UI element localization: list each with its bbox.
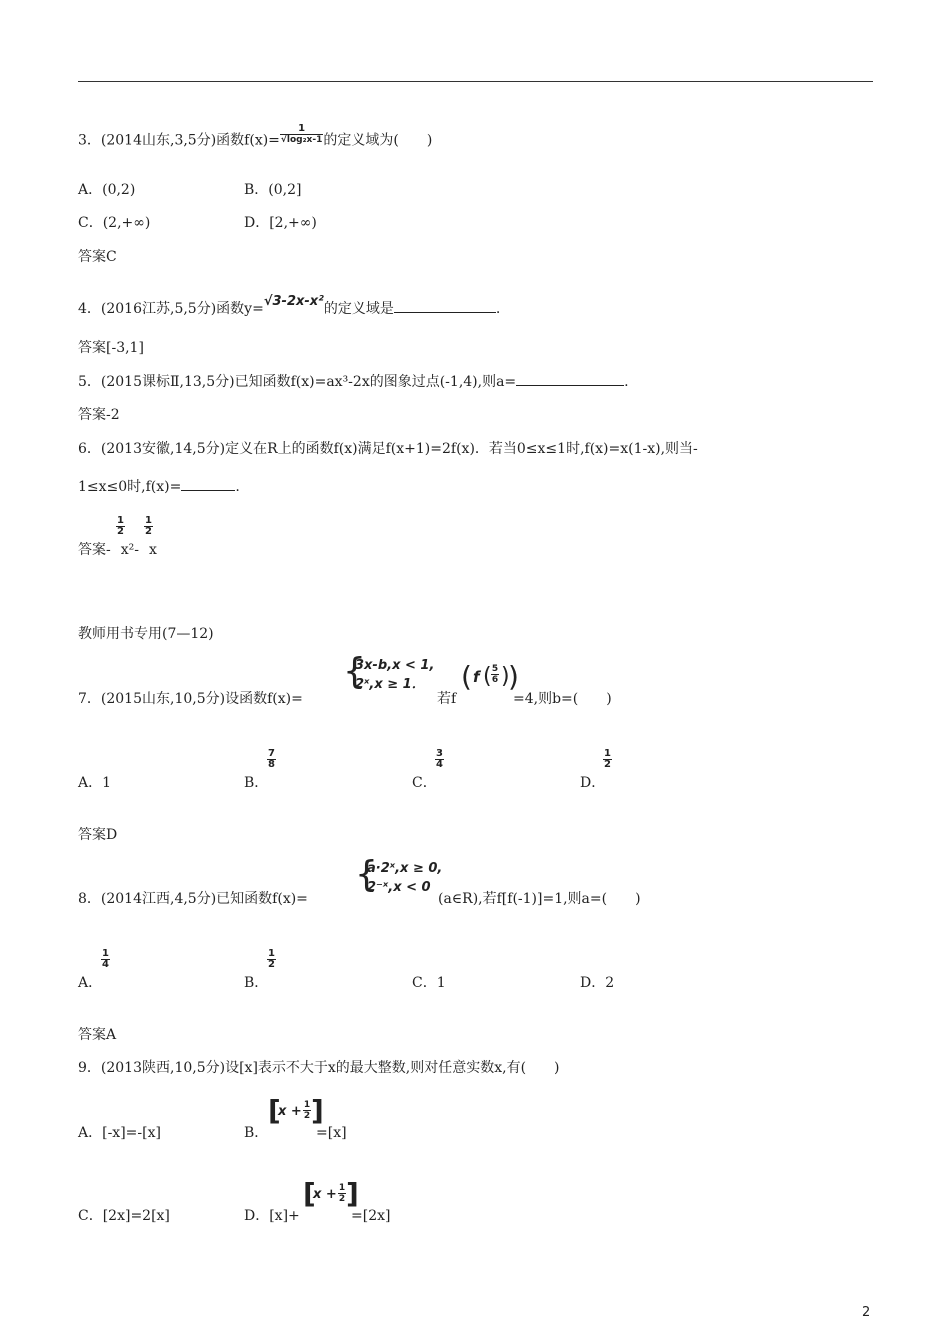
- question-7-prefix: 7．(2015山东,10,5分)设函数f(x)=: [78, 691, 303, 707]
- page-number: 2: [862, 1305, 871, 1320]
- q7-option-b-fraction: 7 8: [268, 748, 275, 770]
- q9-option-d-label: D．[x]+: [244, 1208, 300, 1224]
- q6-answer-fraction-2: 1 2: [145, 515, 152, 537]
- q3-option-d: D．[2,+∞): [244, 215, 317, 231]
- q9-option-d-suffix: =[2x]: [351, 1208, 391, 1224]
- q7-option-c-fraction: 3 4: [436, 748, 443, 770]
- question-6-line1: 6．(2013安徽,14,5分)定义在R上的函数f(x)满足f(x+1)=2f(x)．若当0≤x≤1时,f(x)=x(1-x),则当-: [78, 441, 698, 457]
- q7-option-d: D．: [580, 775, 606, 791]
- q9-option-a: A．[-x]=-[x]: [78, 1125, 161, 1141]
- q7-mid: 若f: [437, 691, 457, 707]
- q3-fraction: $\frac{1}{\text{√log₂x-1}}$: [280, 123, 323, 145]
- q8-option-c: C．1: [412, 975, 446, 991]
- q6-answer-blank: [181, 478, 235, 491]
- q8-piecewise: { a·2ˣ,x ≥ 0, 2⁻ˣ,x < 0: [355, 854, 443, 895]
- q8-option-a: A．: [78, 975, 103, 991]
- left-brace-icon: {: [343, 651, 366, 692]
- q7-piecewise: { 3x-b,x < 1, 2ˣ,x ≥ 1．: [343, 651, 435, 692]
- q4-sqrt-expression: √3-2x-x²: [263, 294, 324, 309]
- question-3: [78, 123, 433, 151]
- q6-answer: 答案- x²- x: [78, 542, 157, 558]
- q3-prefix: 3．(2014山东,3,5分)函数f(x)=: [78, 132, 280, 149]
- q9-option-b-label: B．: [244, 1125, 269, 1141]
- q7-option-b: B．: [244, 775, 269, 791]
- left-brace-icon: {: [355, 854, 378, 895]
- q6-answer-fraction-1: 1 2: [117, 515, 124, 537]
- question-5: 5．(2015课标Ⅱ,13,5分)已知函数f(x)=ax³-2x的图象过点(-1,4),则a= .: [78, 374, 629, 390]
- q7-option-a: A．1: [78, 775, 112, 791]
- q9-option-b-floor: [ x + 1 2 ]: [268, 1094, 324, 1127]
- q8-option-b: B．: [244, 975, 269, 991]
- header-rule: [78, 81, 873, 82]
- q7-option-d-fraction: 1 2: [604, 748, 611, 770]
- q3-suffix: 的定义域为( ): [323, 132, 433, 149]
- q3-option-b: B．(0,2]: [244, 182, 302, 198]
- q9-option-c: C．[2x]=2[x]: [78, 1208, 170, 1224]
- q4-answer-blank: [394, 300, 496, 313]
- q4-answer: 答案[-3,1]: [78, 340, 144, 356]
- q3-answer: 答案C: [78, 249, 117, 265]
- q8-option-d: D．2: [580, 975, 615, 991]
- q3-option-a: A．(0,2): [78, 182, 136, 198]
- q7-option-c: C．: [412, 775, 437, 791]
- q8-answer: 答案A: [78, 1027, 117, 1043]
- q8-suffix: (a∈R),若f[f(-1)]=1,则a=( ): [438, 891, 641, 907]
- question-8-prefix: 8．(2014江西,4,5分)已知函数f(x)=: [78, 891, 308, 907]
- q8-option-b-fraction: 1 2: [268, 948, 275, 970]
- q3-option-c: C．(2,+∞): [78, 215, 151, 231]
- q9-option-d-floor: [ x + 1 2 ]: [303, 1177, 359, 1210]
- question-9: 9．(2013陕西,10,5分)设[x]表示不大于x的最大整数,则对任意实数x,有( ): [78, 1060, 560, 1076]
- question-6-line2: 1≤x≤0时,f(x)= .: [78, 479, 240, 495]
- q7-suffix: =4,则b=( ): [513, 691, 612, 707]
- q8-option-a-fraction: 1 4: [102, 948, 109, 970]
- q5-answer: 答案-2: [78, 407, 120, 423]
- q5-answer-blank: [516, 373, 624, 386]
- q9-option-b-suffix: =[x]: [316, 1125, 347, 1141]
- question-4: 4．(2016江苏,5,5分)函数y=√3-2x-x²的定义域是 .: [78, 294, 501, 317]
- q7-answer: 答案D: [78, 827, 118, 843]
- section-title: 教师用书专用(7—12): [78, 626, 214, 642]
